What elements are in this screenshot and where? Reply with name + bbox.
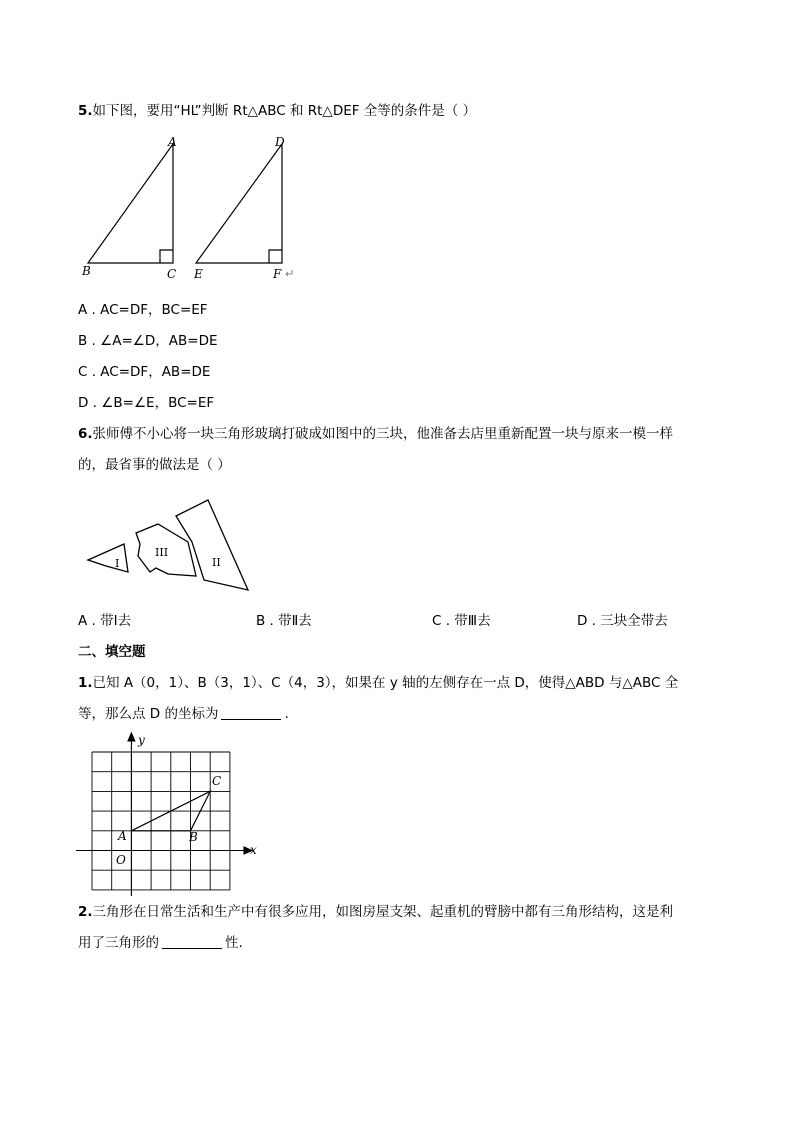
- q5-triangles-figure: [80, 132, 310, 282]
- f1-text-line2-pre: 等，那么点 D 的坐标为: [78, 706, 219, 722]
- f2-stem-line2: [78, 933, 243, 953]
- section-title: 二、填空题: [78, 644, 146, 660]
- q5-option-a: A . AC=DF，BC=EF: [78, 302, 208, 318]
- q6-stem-line2: 的，最省事的做法是（ ）: [78, 457, 231, 473]
- f1-answer-blank[interactable]: [221, 705, 281, 720]
- f2-text-line2-post: 性.: [225, 935, 243, 951]
- right-angle-mark-f: [269, 250, 282, 263]
- q5-option-c: C . AC=DF，AB=DE: [78, 364, 211, 380]
- grid-label-a: A: [118, 829, 127, 843]
- q6-option-b: B . 带Ⅱ去: [256, 613, 312, 629]
- label-d: D: [275, 135, 285, 149]
- piece-label-iii: III: [155, 546, 169, 559]
- grid-label-x: x: [250, 843, 257, 857]
- label-e: E: [194, 267, 203, 281]
- q6-glass-pieces-figure: [84, 494, 254, 594]
- f2-number: 2.: [78, 904, 93, 920]
- label-c: C: [167, 267, 177, 281]
- f1-stem-line1: [78, 673, 678, 693]
- f1-coordinate-grid-figure: [72, 730, 262, 895]
- label-a: A: [168, 135, 177, 149]
- piece-label-ii: II: [212, 556, 221, 569]
- y-axis-arrow-icon: [128, 733, 135, 741]
- grid-label-y: y: [138, 733, 145, 747]
- f1-text-line1: 已知 A（0，1）、B（3，1）、C（4，3），如果在 y 轴的左侧存在一点 D，使得△ABD 与△ABC 全: [92, 675, 679, 691]
- q6-text-line1: 张师傅不小心将一块三角形玻璃打破成如图中的三块，他准备去店里重新配置一块与原来一模一样: [92, 426, 674, 442]
- f1-number: 1.: [78, 675, 93, 691]
- grid-label-c: C: [212, 774, 222, 788]
- grid-lines: [92, 752, 230, 890]
- f2-answer-blank[interactable]: [162, 934, 222, 949]
- label-f: F: [273, 267, 282, 281]
- triangle-abc: [88, 144, 173, 263]
- q5-number: 5.: [78, 103, 93, 119]
- return-mark-icon: [286, 270, 292, 276]
- f2-text-line2-pre: 用了三角形的: [78, 935, 159, 951]
- label-b: B: [82, 264, 91, 278]
- right-angle-mark-c: [160, 250, 173, 263]
- f2-stem-line1: [78, 902, 673, 922]
- f1-stem-line2: [78, 704, 289, 724]
- f2-text-line1: 三角形在日常生活和生产中有很多应用，如图房屋支架、起重机的臂膀中都有三角形结构，这是利: [92, 904, 674, 920]
- grid-label-o: O: [116, 853, 126, 867]
- q6-stem-line1: [78, 424, 673, 444]
- piece-ii: [176, 500, 248, 590]
- grid-label-b: B: [189, 830, 198, 844]
- q6-number: 6.: [78, 426, 93, 442]
- q6-option-c: C . 带Ⅲ去: [432, 613, 491, 629]
- q5-option-d: D . ∠B=∠E，BC=EF: [78, 395, 215, 411]
- triangle-def: [196, 144, 282, 263]
- q5-text: 如下图，要用“HL”判断 Rt△ABC 和 Rt△DEF 全等的条件是（ ）: [92, 103, 477, 119]
- piece-i: [88, 544, 128, 572]
- q6-option-d: D . 三块全带去: [577, 613, 668, 629]
- piece-label-i: I: [115, 557, 120, 570]
- q5-stem: [78, 101, 476, 121]
- q6-option-a: A . 带Ⅰ去: [78, 613, 132, 629]
- q5-option-b: B . ∠A=∠D，AB=DE: [78, 333, 218, 349]
- f1-text-line2-post: .: [284, 706, 289, 722]
